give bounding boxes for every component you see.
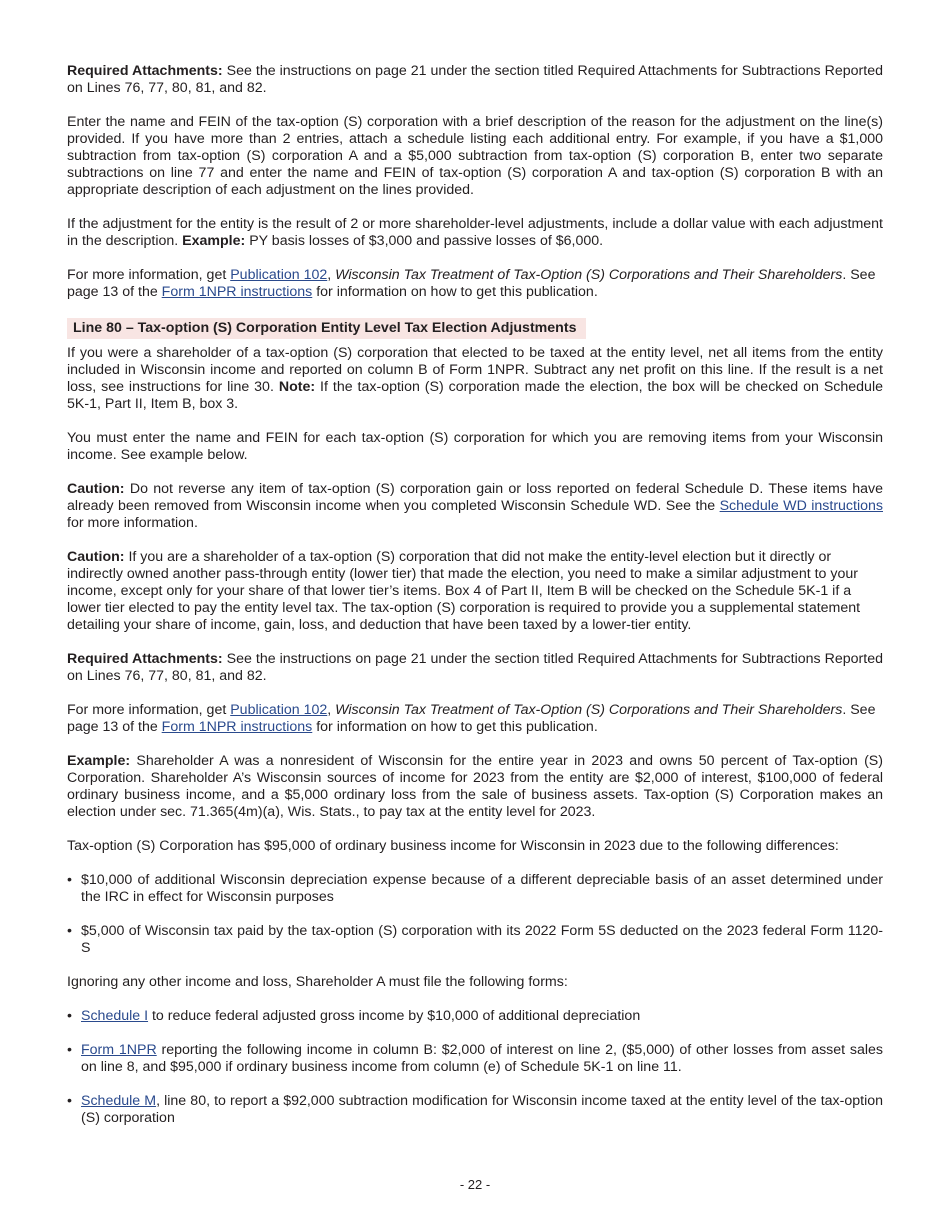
publication-102-link[interactable]: Publication 102 [230, 267, 328, 283]
forms-list [67, 1008, 883, 1127]
paragraph-text: If the tax-option (S) corporation made the election, the box will be checked on Schedule 5K-1, Part II, Item B, box 3. [67, 379, 883, 412]
shareholder-adjustments-paragraph [67, 216, 883, 250]
required-attachments-paragraph-2 [67, 651, 883, 685]
paragraph-text: If the adjustment for the entity is the result of 2 or more shareholder-level adjustments, include a dollar value with each adjustment in the description. [67, 216, 883, 249]
paragraph-text: If you were a shareholder of a tax-option (S) corporation that elected to be taxed at the entity level, net all items from the entity included in Wisconsin income and reported on column B of Form 1NPR. Subtract any net profit on this line. If the result is a net loss, see instructions for line 30. [67, 345, 883, 395]
paragraph-text: . See page 13 of the [67, 267, 876, 300]
enter-name-fein-paragraph: You must enter the name and FEIN for each tax-option (S) corporation for which you are removing items from your Wisconsin income. See example below. [67, 430, 883, 463]
paragraph-text: See the instructions on page 21 under the section titled Required Attachments for Subtractions Reported on Lines 76, 77, 80, 81, and 82. [67, 63, 883, 96]
bullet-icon: • [67, 923, 72, 939]
form-1npr-instructions-link[interactable]: Form 1NPR instructions [161, 284, 313, 300]
bold-lead: Note: [278, 379, 316, 395]
bold-lead: Caution: [67, 481, 125, 497]
forms-intro-paragraph: Ignoring any other income and loss, Shareholder A must file the following forms: [67, 974, 568, 990]
list-item [67, 1093, 883, 1127]
paragraph-text: For more information, get [67, 702, 231, 718]
paragraph-text: , [327, 267, 336, 283]
page-number: - 22 - [459, 1177, 491, 1192]
list-item [67, 872, 883, 906]
publication-title: Wisconsin Tax Treatment of Tax-Option (S) Corporations and Their Shareholders [335, 702, 843, 718]
differences-intro-paragraph: Tax-option (S) Corporation has $95,000 of ordinary business income for Wisconsin in 2023 due to the following differences: [67, 838, 839, 854]
more-information-paragraph-2 [67, 702, 883, 736]
bullet-icon: • [67, 1093, 72, 1109]
paragraph-text: . See page 13 of the [67, 702, 876, 735]
caution-schedule-d-paragraph [67, 481, 883, 532]
example-paragraph [67, 753, 883, 821]
list-item-text: $5,000 of Wisconsin tax paid by the tax-option (S) corporation with its 2022 Form 5S deducted on the 2023 federal Form 1120-S [81, 923, 883, 956]
publication-102-link-2[interactable]: Publication 102 [230, 702, 328, 718]
differences-list [67, 872, 883, 957]
paragraph-text: See the instructions on page 21 under the section titled Required Attachments for Subtractions Reported on Lines 76, 77, 80, 81, and 82. [67, 651, 883, 684]
paragraph-text: Do not reverse any item of tax-option (S) corporation gain or loss reported on federal Schedule D. These items have already been removed from Wisconsin income when you completed Wisconsin Schedule WD. See the [67, 481, 883, 514]
paragraph-text: for more information. [67, 515, 198, 531]
bullet-icon: • [67, 1008, 72, 1024]
list-item [67, 1008, 883, 1025]
more-information-paragraph [67, 267, 883, 301]
section-heading-wrap [67, 318, 883, 339]
bullet-icon: • [67, 1042, 72, 1058]
line-80-heading: Line 80 – Tax-option (S) Corporation Entity Level Tax Election Adjustments [67, 318, 586, 339]
bold-lead: Required Attachments: [67, 63, 223, 79]
paragraph-text: For more information, get [67, 267, 231, 283]
paragraph-text: PY basis losses of $3,000 and passive losses of $6,000. [245, 233, 604, 249]
entity-level-election-paragraph [67, 345, 883, 413]
page-content [67, 63, 883, 1144]
bullet-icon: • [67, 872, 72, 888]
bold-lead: Caution: [67, 549, 125, 565]
list-item-text: , line 80, to report a $92,000 subtraction modification for Wisconsin income taxed at the entity level of the tax-option (S) corporation [81, 1093, 883, 1126]
paragraph-text: , [327, 702, 336, 718]
list-item [67, 1042, 883, 1076]
list-item [67, 923, 883, 957]
bold-lead: Required Attachments: [67, 651, 223, 667]
paragraph-text: If you are a shareholder of a tax-option (S) corporation that did not make the entity-level election but it directly or indirectly owned another pass-through entity (lower tier) that made the election, you need to make a similar adjustment to your income, except only for your share of that lower tier’s items. Box 4 of Part II, Item B will be checked on the Schedule 5K-1 if a lower tier elected to pay the entity level tax. The tax-option (S) corporation is required to provide you a supplemental statement detailing your share of income, gain, loss, and deduction that have been taxed by a lower-tier entity. [67, 549, 861, 633]
caution-lower-tier-paragraph [67, 549, 883, 634]
schedule-wd-instructions-link[interactable]: Schedule WD instructions [719, 498, 883, 514]
paragraph-text: for information on how to get this publication. [312, 284, 598, 300]
paragraph-text: Shareholder A was a nonresident of Wisconsin for the entire year in 2023 and owns 50 percent of Tax-option (S) Corporation. Shareholder A’s Wisconsin sources of income for 2023 from the entity are $2,000 of interest, $100,000 of federal ordinary business income, and a $5,000 ordinary loss from the sale of business assets. Tax-option (S) Corporation makes an election under sec. 71.365(4m)(a), Wis. Stats., to pay tax at the entity level for 2023. [67, 753, 883, 820]
required-attachments-paragraph [67, 63, 883, 97]
list-item-text: reporting the following income in column B: $2,000 of interest on line 2, ($5,000) of other losses from asset sales on line 8, and $95,000 if ordinary business income from column (e) of Schedule 5K-1 on line 11. [81, 1042, 883, 1075]
form-1npr-instructions-link-2[interactable]: Form 1NPR instructions [161, 719, 313, 735]
bold-lead: Example: [67, 753, 131, 769]
list-item-text: to reduce federal adjusted gross income by $10,000 of additional depreciation [148, 1008, 641, 1024]
publication-title: Wisconsin Tax Treatment of Tax-Option (S) Corporations and Their Shareholders [335, 267, 843, 283]
schedule-i-link[interactable]: Schedule I [81, 1008, 149, 1024]
bold-lead: Example: [182, 233, 246, 249]
schedule-m-link[interactable]: Schedule M [81, 1093, 157, 1109]
fein-instructions-paragraph: Enter the name and FEIN of the tax-option (S) corporation with a brief description of the reason for the adjustment on the line(s) provided. If you have more than 2 entries, attach a schedule listing each additional entry. For example, if you have a $1,000 subtraction from tax-option (S) corporation A and a $5,000 subtraction from tax-option (S) corporation B, enter two separate subtractions on line 77 and enter the name and FEIN of tax-option (S) corporation A and tax-option (S) corporation B with an appropriate description of each adjustment on the lines provided. [67, 114, 883, 198]
list-item-text: $10,000 of additional Wisconsin depreciation expense because of a different depreciable basis of an asset determined under the IRC in effect for Wisconsin purposes [81, 872, 883, 905]
form-1npr-link[interactable]: Form 1NPR [81, 1042, 157, 1058]
paragraph-text: for information on how to get this publication. [312, 719, 598, 735]
